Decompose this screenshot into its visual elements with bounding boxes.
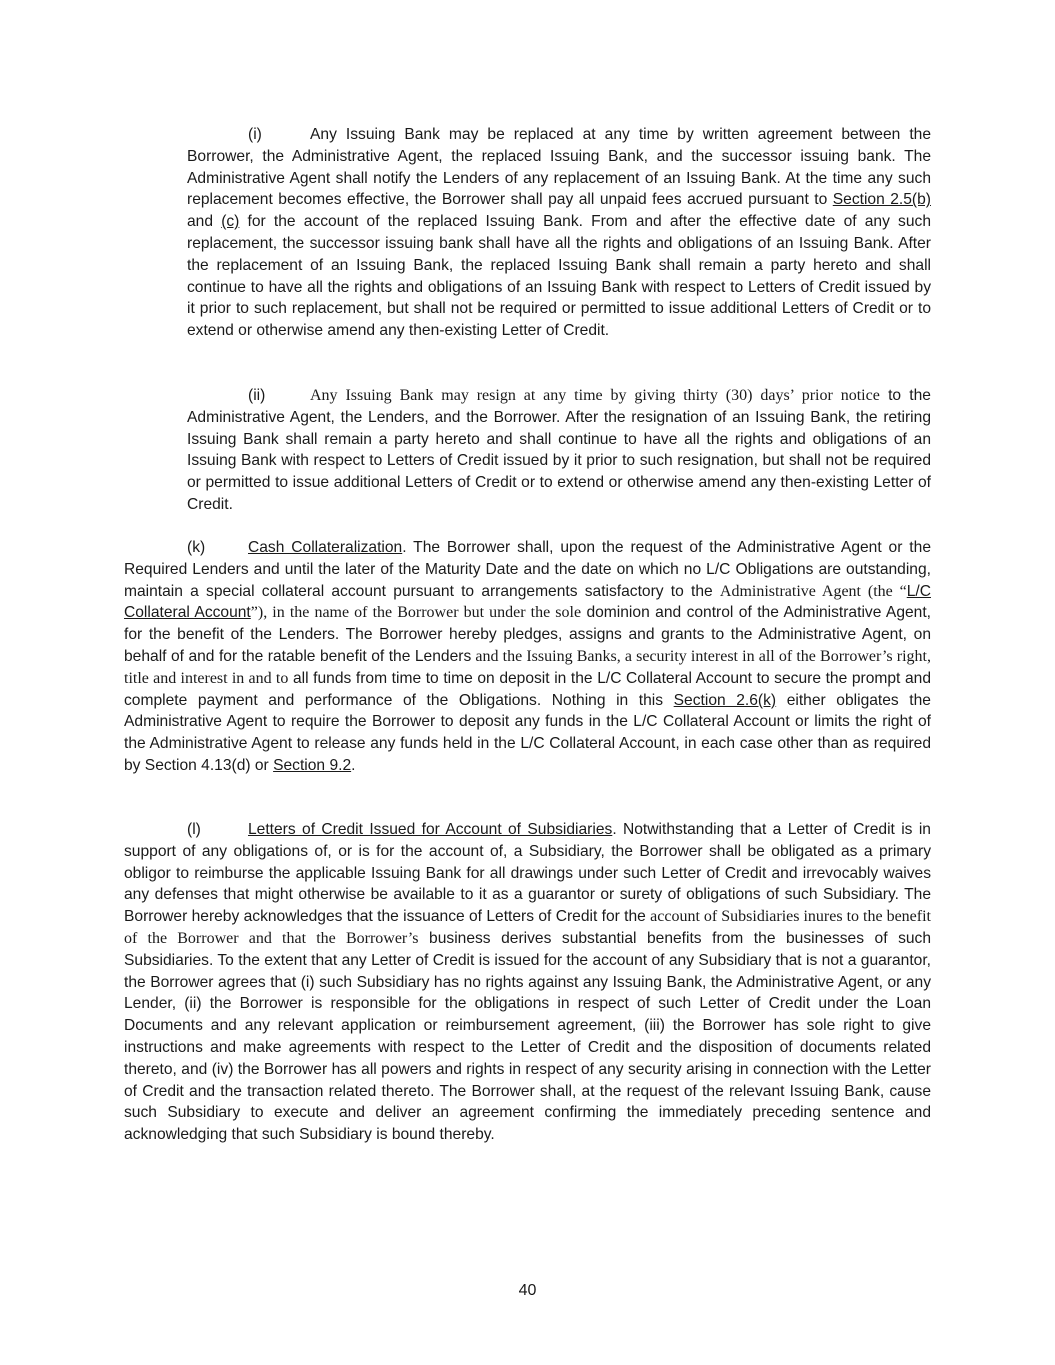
paragraph-text: dominion and control of the Administrative Agent, for the benefit of the Lenders. The Borrower hereby pledges, assigns and grants to the Administrative Agent, on behalf of and for the ratable benefit of the Lenders: [124, 604, 932, 665]
section-link[interactable]: Section 9.2: [273, 756, 352, 774]
paragraph-label: (k): [187, 539, 206, 556]
paragraph-text: to the Administrative Agent, the Lenders, and the Borrower. After the resignation of an Issuing Bank, the retiring Issuing Bank shall remain a party hereto and shall continue to have all the rights and obligations of an Issuing Bank with respect to Letters of Credit issued by it prior to such resignation, but shall not be required or permitted to issue additional Letters of Credit or to extend or otherwise amend any then-existing Letter of Credit.: [187, 387, 931, 513]
paragraph-text: .: [351, 756, 356, 774]
paragraph-l: [124, 819, 931, 1146]
section-link[interactable]: Section 2.6(k): [673, 691, 777, 709]
paragraph-text: all funds from time to time on deposit in the L/C Collateral Account to secure the prompt and complete payment and performance of the Obligations. Nothing in this: [124, 669, 931, 709]
paragraph-text: and the Issuing Banks, a security interest in all of the Borrower’s right, title and interest in and to: [124, 647, 931, 687]
paragraph-text: and: [187, 213, 222, 231]
section-link[interactable]: (c): [221, 213, 240, 231]
defined-term: L/C Collateral Account: [124, 582, 931, 622]
paragraph-text: account of Subsidiaries inures to the benefit of the Borrower and that the Borrower’s: [124, 908, 932, 947]
paragraph-label: (ii): [248, 387, 266, 404]
section-heading: Letters of Credit Issued for Account of Subsidiaries: [248, 821, 613, 838]
paragraph-text: Administrative Agent (the “: [719, 582, 907, 600]
paragraph-text: for the account of the replaced Issuing Bank. From and after the effective date of any such replacement, the successor issuing bank shall have all the rights and obligations of an Issuing Bank. After the replacement of an Issuing Bank, the replaced Issuing Bank shall remain a party hereto and shall continue to have all the rights and obligations of an Issuing Bank with respect to Letters of Credit issued by it prior to such replacement, but shall not be required or permitted to issue additional Letters of Credit or to extend or otherwise amend any then-existing Letter of Credit.: [187, 213, 931, 340]
paragraph-text: business derives substantial benefits from the businesses of such Subsidiaries. To the extent that any Letter of Credit is issued for the account of any Subsidiary that is not a guarantor, the Borrower agrees that (i) such Subsidiary has no rights against any Issuing Bank, the Administrative Agent, or any Lender, (ii) the Borrower is responsible for the obligations in respect of such Letter of Credit under the Loan Documents and any relevant application or reimbursement agreement, (iii) the Borrower has sole right to give instructions and make agreements with respect to the Letter of Credit and the disposition of documents related thereto, and (iv) the Borrower has all powers and rights in respect of any security arising in connection with the Letter of Credit and the transaction related thereto. The Borrower shall, at the request of the relevant Issuing Bank, cause such Subsidiary to execute and deliver an agreement confirming the immediately preceding sentence and acknowledging that such Subsidiary is bound thereby.: [124, 929, 932, 1144]
paragraph-label: (l): [187, 821, 201, 838]
page-number: 40: [518, 1282, 537, 1299]
section-link[interactable]: Section 2.5(b): [832, 191, 931, 209]
paragraph-text: ”), in the name of the Borrower but under the sole: [250, 604, 582, 622]
paragraph-label: (i): [248, 126, 262, 143]
paragraph-text: . The Borrower shall, upon the request of the Administrative Agent or the Required Lenders and until the later of the Maturity Date and the date on which no L/C Obligations are outstanding, maintain a special collateral account pursuant to arrangements satisfactory to the: [124, 539, 931, 600]
paragraph-k: [124, 537, 931, 777]
paragraph-i: [187, 124, 931, 342]
paragraph-text: either obligates the Administrative Agent to require the Borrower to deposit any funds in the L/C Collateral Account or limits the right of the Administrative Agent to release any funds held in the L/C Collateral Account, in each case other than as required by Section 4.13(d) or: [124, 691, 931, 774]
section-heading: Cash Collateralization: [248, 539, 403, 556]
paragraph-text: Any Issuing Bank may resign at any time by giving thirty (30) days’ prior notice: [310, 387, 880, 404]
paragraph-ii: [187, 385, 931, 516]
paragraph-text: . Notwithstanding that a Letter of Credit is in support of any obligations of, or is for the account of, a Subsidiary, the Borrower shall be obligated as a primary obligor to reimburse the applicable Issuing Bank for all drawings under such Letter of Credit and irrevocably waives any defenses that might otherwise be available to it as a guarantor or surety of obligations of such Subsidiary. The Borrower hereby acknowledges that the issuance of Letters of Credit for the: [124, 821, 931, 926]
paragraph-text: Any Issuing Bank may be replaced at any time by written agreement between the Borrower, the Administrative Agent, the replaced Issuing Bank, and the successor issuing bank. The Administrative Agent shall notify the Lenders of any replacement of an Issuing Bank. At the time any such replacement becomes effective, the Borrower shall pay all unpaid fees accrued pursuant to: [187, 126, 931, 209]
